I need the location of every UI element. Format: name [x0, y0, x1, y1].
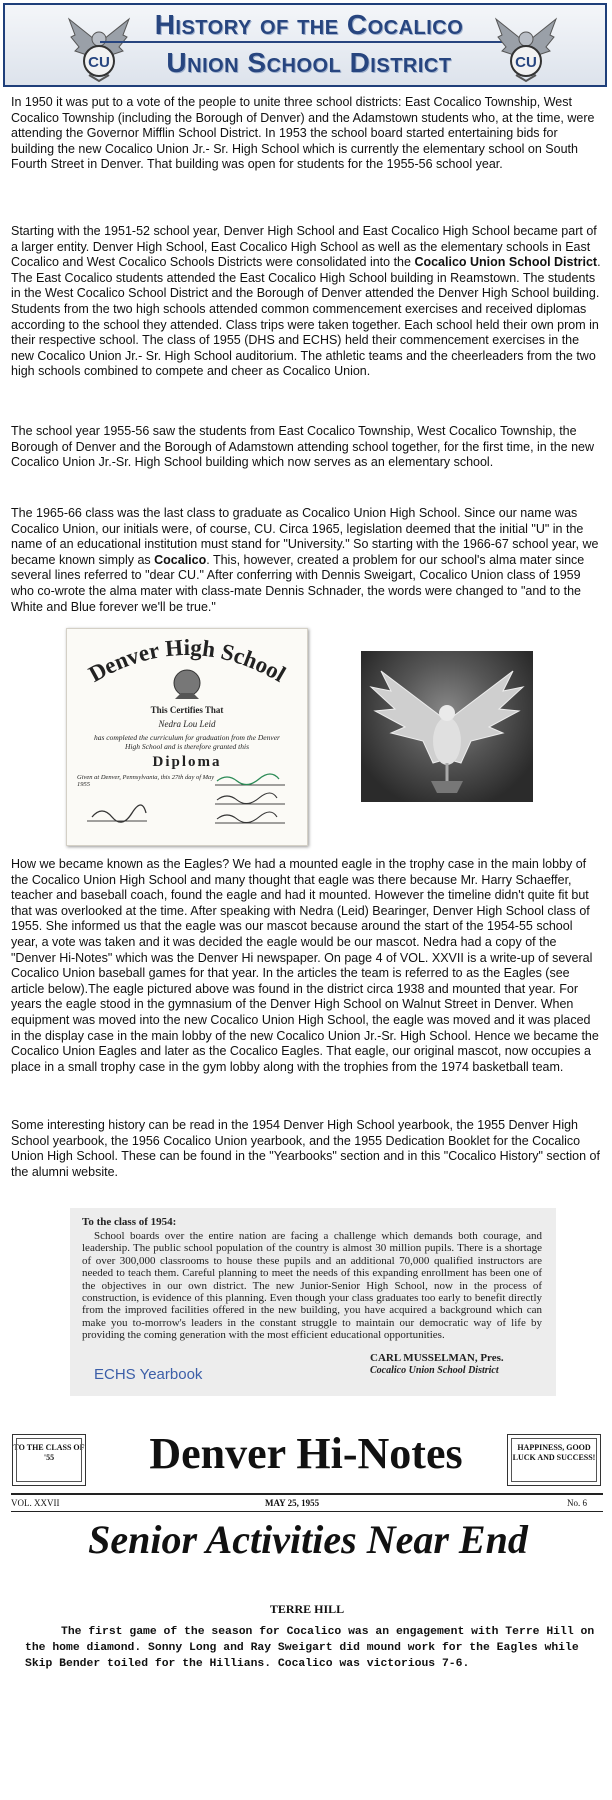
paragraph-name-change: [11, 506, 603, 615]
district-name-bold: Cocalico Union School District: [414, 255, 598, 270]
hinotes-clipping-image: [11, 1430, 603, 1800]
hinotes-volume: VOL. XXVII: [11, 1498, 60, 1508]
diploma-given: Given at Denver, Pennsylvania, this 27th day of May 1955: [77, 774, 215, 788]
text-span: . The East Cocalico students attended the East Cocalico High School building in Reamstown. The students in the West Cocalico School District and the Borough of Denver attended the Denver High School building. Students from the two high schools attended common commencement exercises and received diplomas according to the school they attended. Class trips were taken together. Each school held their own prom in their respective school. The class of 1955 (DHS and ECHS) held their commencement exercises in the new Cocalico Union Jr.- Sr. High School auditorium. The athletic teams and the cheerleaders from the two high schools combined to compete and cheer as Cocalico Union.: [11, 255, 601, 379]
header-banner: [3, 3, 607, 87]
hinotes-left-box-text: TO THE CLASS OF '55: [13, 1443, 85, 1462]
yearbook-excerpt-image: [70, 1208, 556, 1396]
paragraph-consolidation: [11, 224, 603, 380]
yearbook-signature-org: Cocalico Union School District: [370, 1365, 499, 1376]
cocalico-bold: Cocalico: [154, 552, 207, 567]
diploma-image: [66, 628, 308, 846]
yearbook-salutation: To the class of 1954:: [82, 1216, 177, 1228]
hinotes-headline: Senior Activities Near End: [88, 1517, 528, 1562]
yearbook-caption: ECHS Yearbook: [94, 1366, 203, 1383]
box-border: [16, 1438, 82, 1482]
diploma-school: Denver High School: [84, 634, 290, 687]
paragraph-yearbooks: Some interesting history can be read in the 1954 Denver High School yearbook, the 1955 Denver High School yearbook, the 1956 Cocalico Union yearbook, and the 1955 Dedication Booklet for the Cocalico Union High School. These can be found in the "Yearbooks" section and in this "Cocalico History" section of the alumni website.: [11, 1118, 600, 1179]
emblem-letters: CU: [88, 54, 110, 71]
hinotes-date: MAY 25, 1955: [265, 1498, 320, 1508]
diploma-completed: has completed the curriculum for graduation from the Denver High School and is therefore granted this: [94, 733, 280, 751]
page-title-line1: History of the Cocalico: [100, 9, 518, 43]
text-span: The 1965-66 class was the last class to graduate as Cocalico Union High School. Since our name was Cocalico Union, our initials were, of course, CU. Circa 1965, legislation deemed that the initial "U" in the name of an educational institution must stand for "University." So starting with the 1966-67 school year, we became known simply as: [11, 506, 599, 567]
diploma-name: Nedra Lou Leid: [158, 719, 216, 729]
hinotes-masthead: Denver Hi-Notes: [149, 1429, 463, 1478]
yearbook-signature: CARL MUSSELMAN, Pres.: [370, 1352, 504, 1364]
paragraph-merger: In 1950 it was put to a vote of the people to unite three school districts: East Cocalico Township, West Cocalico Township (including the Borough of Denver) and the Adamstown students who, at the time, were attending the Governor Mifflin School District. In 1953 the school board started entertaining bids for building the new Cocalico Union Jr.- Sr. High School which is currently the elementary school on South Fourth Street in Denver. That building was open for students for the 1955-56 school year.: [11, 95, 595, 172]
box-border: [511, 1438, 597, 1482]
hinotes-right-box-text: HAPPINESS, GOOD LUCK AND SUCCESS!: [512, 1443, 596, 1462]
divider: [11, 1511, 603, 1512]
divider: [11, 1493, 603, 1495]
page-title-line2: Union School District: [166, 47, 452, 78]
eagle-mascot-photo: [361, 651, 533, 802]
hinotes-article: The first game of the season for Cocalico was an engagement with Terre Hill on the home diamond. Sonny Long and Ray Sweigart did mound work for the Eagles while Skip Bender toiled for the Hillians. Cocalico was victorious 7-6.: [25, 1626, 595, 1670]
text-span: . This, however, created a problem for our school's alma mater since several lines referred to "dear CU." After conferring with Dennis Sweigart, Cocalico Union class of 1959 who co-wrote the alma mater with class-mate Dennis Schnader, the words were changed to "and to the White and Blue forever we'll be true.": [11, 552, 585, 614]
hinotes-number: No. 6: [567, 1498, 587, 1508]
eagle-emblem-icon: [494, 13, 558, 83]
emblem-letters: CU: [515, 54, 537, 71]
paragraph-eagles: How we became known as the Eagles? We had a mounted eagle in the trophy case in the main lobby of the Cocalico Union High School and many thought that eagle was there because Mr. Harry Schaeffer, teacher and baseball coach, found the eagle and had it mounted. However the timeline didn't quite fit but that was overlooked at the time. After speaking with Nedra (Leid) Bearinger, Denver High School class of 1955. She informed us that the eagle was our mascot because around the start of the 1954-55 school year, a vote was taken and it was decided the eagle would be our mascot. Nedra had a copy of the "Denver Hi-Notes" which was the Denver Hi newspaper. On page 4 of VOL. XXVII is a write-up of several Cocalico Union baseball games for that year. In the articles the team is referred to as the Eagles (see article below).The eagle pictured above was found in the district circa 1938 and mounted that year. For years the eagle stood in the gymnasium of the Denver High School on Walnut Street in Denver. When equipment was moved into the new Cocalico Union High School, the eagle was moved and it was placed in the display case in the main lobby of the new Cocalico Union Jr.-Sr. High School. Hence we became the Cocalico Union Eagles and later as the Cocalico Eagles. That eagle, our original mascot, now occupies a place in a small trophy case in the gym lobby along with the trophies from the 1974 basketball team.: [11, 857, 599, 1074]
eagle-icon: [361, 651, 533, 802]
hinotes-subhead: TERRE HILL: [269, 1602, 345, 1616]
hinotes-left-box: [12, 1434, 86, 1486]
diploma-certifies: This Certifies That: [150, 705, 224, 715]
paragraph-1955-56: The school year 1955-56 saw the students from East Cocalico Township, West Cocalico Township, the Borough of Denver and the Borough of Adamstown attending school together, for the first time, in the new Cocalico Union Jr.-Sr. High School building which now serves as an elementary school.: [11, 424, 594, 470]
diploma-title: Diploma: [152, 754, 222, 770]
yearbook-body: School boards over the entire nation are facing a challenge which demands both courage, and leadership. The public school population of the country is almost 30 million pupils. There is a shortage of over 300,000 classrooms to house these pupils and an additional 70,000 qualified instructors are needed to teach them. Careful planning to meet the needs of this expanding enrollment has been one of the objectives in our own district. The new Junior-Senior High School, now in the process of construction, is evidence of this planning. Even though your class graduates too early to benefit directly from the improved facilities offered in the new building, you have acquired a background which can make you to-morrow's leaders in the constant struggle to maintain our democratic way of life by providing the coming generation with the most efficient educational opportunities.: [82, 1230, 542, 1342]
text-span: Starting with the 1951-52 school year, Denver High School and East Cocalico High School became part of a larger entity. Denver High School, East Cocalico High School as well as the elementary schools in East Cocalico and West Cocalico Schools Districts were consolidated into the: [11, 224, 597, 270]
hinotes-right-box: [507, 1434, 601, 1486]
